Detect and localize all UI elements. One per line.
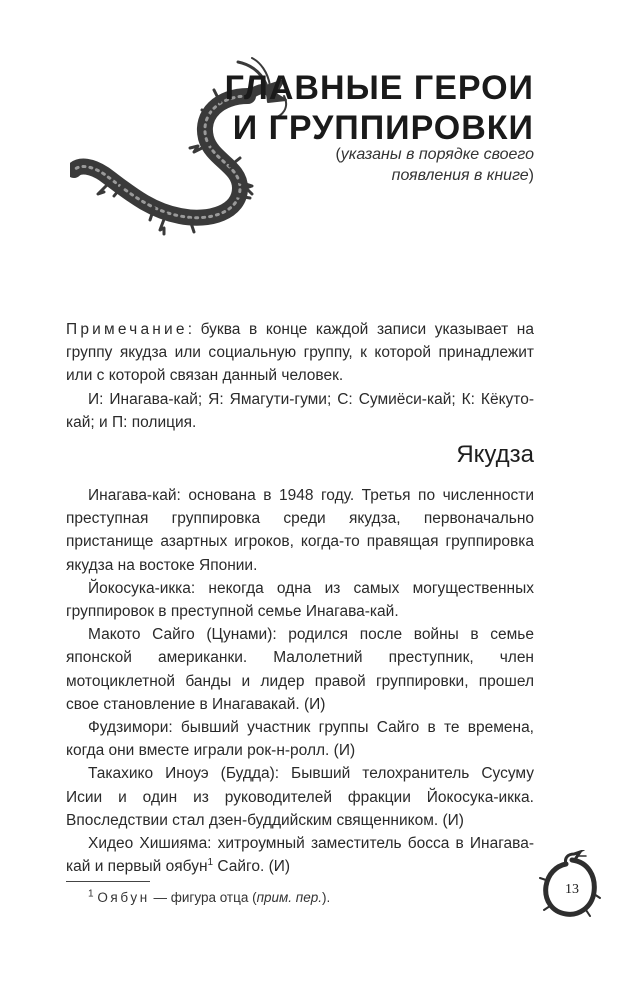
entry-paragraph: Фудзимори: бывший участник группы Сайго в те времена, когда они вместе играли рок-н-ролл. (И) [66, 719, 534, 760]
footnote-term: Оябун [97, 890, 150, 905]
page-subtitle [335, 144, 534, 186]
entry-paragraph [66, 832, 534, 878]
footnote-text: — фигура отца ( [149, 890, 257, 905]
footnote [88, 888, 330, 908]
note-label: Примечание [66, 321, 188, 338]
footnote-reference[interactable]: 1 [207, 857, 214, 869]
footnote-marker: 1 [88, 888, 94, 900]
entries-list [66, 484, 534, 878]
footnote-close: ). [322, 890, 331, 905]
subtitle-close-paren: ) [528, 167, 534, 184]
entry-text: Сайго. (И) [213, 858, 291, 876]
page-number-badge [536, 850, 606, 924]
title-line-2: И ГРУППИРОВКИ [232, 109, 534, 147]
entry-paragraph: Такахико Иноуэ (Будда): Бывший телохранитель Сусуму Исии и один из руководителей фракции Йокосука-икка. Впоследствии стал дзен-буддийским священником. (И) [66, 765, 534, 829]
page-title [225, 68, 534, 148]
entry-paragraph: Инагава-кай: основана в 1948 году. Третья по численности преступная группировка среди якудза, первоначально пристанище азартных игроков, когда-то правящая группировка якудза на востоке Японии. [66, 487, 534, 574]
subtitle-line-2: появления в книге [391, 167, 529, 184]
subtitle-line-1: указаны в порядке своего [340, 146, 534, 163]
subtitle-open-paren: ( [335, 146, 341, 163]
entry-paragraph: Йокосука-икка: некогда одна из самых могущественных группировок в преступной семье Инагава-кай. [66, 579, 534, 621]
footnote-divider [66, 881, 150, 882]
entry-text: Хидео Хишияма: хитроумный заместитель босса в Инагава-кай и первый оябун [66, 835, 534, 876]
footnote-italic: прим. пер. [256, 890, 323, 905]
entry-paragraph: Макото Сайго (Цунами): родился после войны в семье японской американки. Малолетний преступник, член мотоциклетной банды и лидер правой группировки, прошел свое становление в Инагавакай. (И) [66, 626, 534, 713]
note-text: : буква в конце каждой записи указывает на группу якудза или социальную группу, к которой принадлежит или с которой связан данный человек. [66, 321, 534, 385]
page-number: 13 [565, 882, 579, 897]
note-legend: И: Инагава-кай; Я: Ямагути-гуми; С: Сумиёси-кай; К: Кёкуто-кай; и П: полиция. [66, 390, 534, 431]
note-paragraph [66, 318, 534, 388]
note-block [66, 318, 534, 434]
section-heading: Якудза [456, 441, 534, 468]
title-line-1: ГЛАВНЫЕ ГЕРОИ [224, 69, 534, 107]
